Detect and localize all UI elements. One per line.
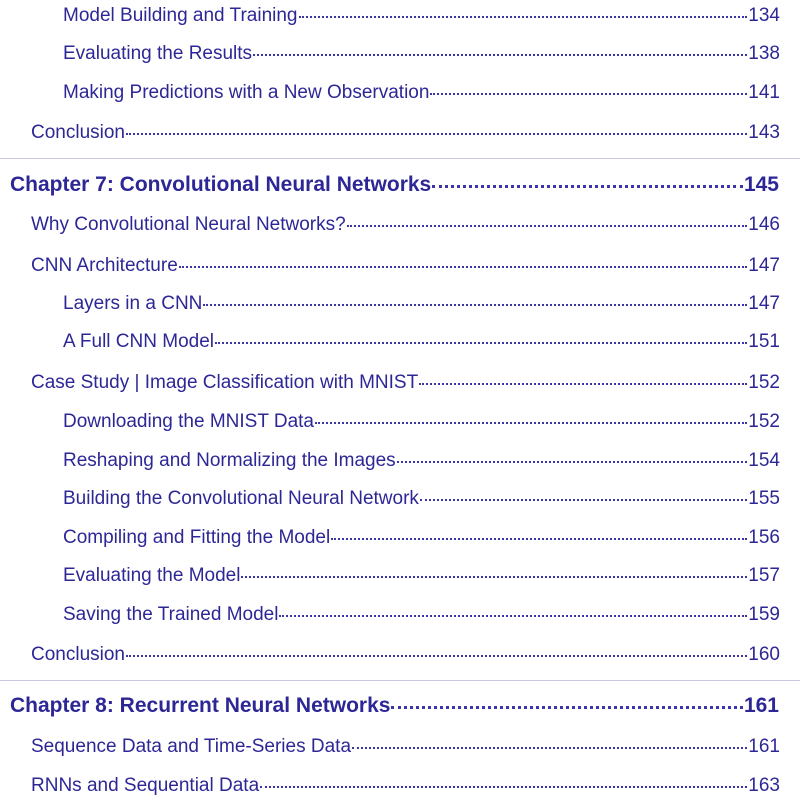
entry-title: Evaluating the Model	[63, 565, 241, 586]
page-number: 143	[748, 122, 780, 143]
entry-title: CNN Architecture	[31, 255, 178, 276]
dot-leader	[126, 133, 747, 135]
page-number: 155	[748, 488, 780, 509]
dot-leader	[347, 225, 748, 227]
dot-leader	[126, 655, 747, 657]
entry-title: Reshaping and Normalizing the Images	[63, 450, 396, 471]
entry-title: A Full CNN Model	[63, 331, 214, 352]
page-number: 161	[743, 694, 779, 717]
toc-chapter-entry[interactable]	[10, 695, 779, 716]
section-divider	[0, 680, 800, 681]
entry-title: Sequence Data and Time-Series Data	[31, 736, 352, 757]
dot-leader	[241, 576, 747, 578]
page-number: 147	[748, 255, 780, 276]
page-number: 134	[748, 5, 780, 26]
page-number: 154	[748, 450, 780, 471]
toc-entry[interactable]	[31, 215, 780, 234]
toc-entry[interactable]	[63, 412, 780, 431]
entry-title: RNNs and Sequential Data	[31, 775, 260, 796]
toc-entry[interactable]	[63, 44, 780, 63]
toc-entry[interactable]	[63, 528, 780, 547]
toc-entry[interactable]	[63, 489, 780, 508]
entry-title: Saving the Trained Model	[63, 604, 279, 625]
entry-title: Model Building and Training	[63, 5, 298, 26]
dot-leader	[397, 461, 748, 463]
toc-entry[interactable]	[31, 776, 780, 795]
page-number: 157	[748, 565, 780, 586]
entry-title: Downloading the MNIST Data	[63, 411, 314, 432]
page-number: 152	[748, 372, 780, 393]
entry-title: Layers in a CNN	[63, 293, 203, 314]
dot-leader	[253, 54, 747, 56]
toc-entry[interactable]	[63, 605, 780, 624]
dot-leader	[420, 499, 747, 501]
entry-title: Why Convolutional Neural Networks?	[31, 214, 346, 235]
page-number: 160	[748, 644, 780, 665]
section-divider	[0, 158, 800, 159]
page-number: 163	[748, 775, 780, 796]
page-number: 151	[748, 331, 780, 352]
toc-entry[interactable]	[31, 645, 780, 664]
page-number: 141	[748, 82, 780, 103]
dot-leader	[331, 538, 747, 540]
chapter-title: Chapter 7: Convolutional Neural Networks	[10, 173, 432, 196]
entry-title: Conclusion	[31, 122, 125, 143]
dot-leader	[299, 16, 748, 18]
page-number: 138	[748, 43, 780, 64]
toc-entry[interactable]	[63, 566, 780, 585]
toc-entry[interactable]	[31, 373, 780, 392]
page-number: 161	[748, 736, 780, 757]
entry-title: Building the Convolutional Neural Network	[63, 488, 419, 509]
entry-title: Compiling and Fitting the Model	[63, 527, 331, 548]
dot-leader	[391, 706, 743, 709]
entry-title: Case Study | Image Classification with MNIST	[31, 372, 419, 393]
entry-title: Making Predictions with a New Observation	[63, 82, 430, 103]
toc-chapter-entry[interactable]	[10, 174, 779, 195]
dot-leader	[215, 342, 747, 344]
entry-title: Conclusion	[31, 644, 125, 665]
entry-title: Evaluating the Results	[63, 43, 253, 64]
dot-leader	[279, 615, 747, 617]
toc-entry[interactable]	[31, 737, 780, 756]
dot-leader	[203, 304, 747, 306]
chapter-title: Chapter 8: Recurrent Neural Networks	[10, 694, 391, 717]
page-number: 152	[748, 411, 780, 432]
dot-leader	[179, 266, 748, 268]
page-number: 147	[748, 293, 780, 314]
page-number: 156	[748, 527, 780, 548]
dot-leader	[352, 747, 747, 749]
page-number: 159	[748, 604, 780, 625]
dot-leader	[430, 93, 747, 95]
dot-leader	[419, 383, 747, 385]
toc-entry[interactable]	[63, 332, 780, 351]
toc-entry[interactable]	[63, 6, 780, 25]
toc-entry[interactable]	[31, 123, 780, 142]
dot-leader	[432, 185, 743, 188]
toc-entry[interactable]	[31, 256, 780, 275]
page-number: 145	[743, 173, 779, 196]
toc-entry[interactable]	[63, 83, 780, 102]
dot-leader	[315, 422, 747, 424]
page-number: 146	[748, 214, 780, 235]
dot-leader	[260, 786, 747, 788]
toc-entry[interactable]	[63, 451, 780, 470]
toc-entry[interactable]	[63, 294, 780, 313]
